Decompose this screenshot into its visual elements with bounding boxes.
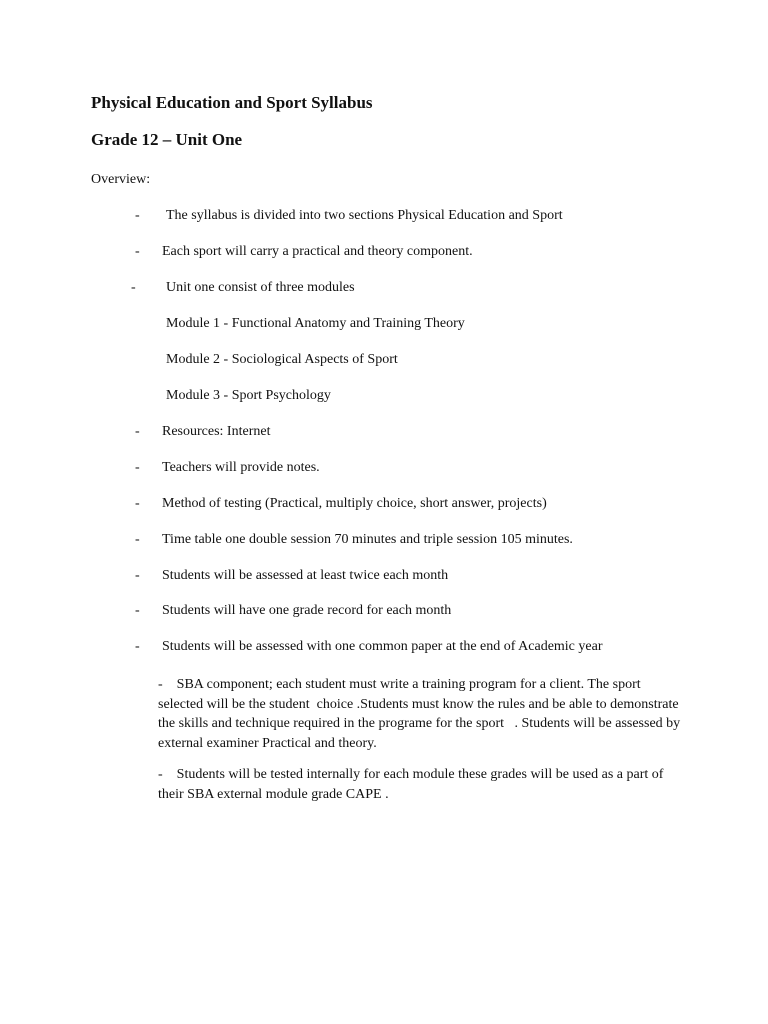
internal-testing-paragraph: - Students will be tested internally for each module these grades will be used as a part of their SBA external module grade CAPE .	[158, 767, 667, 802]
bullet-dash: -	[135, 639, 140, 654]
bullet-text: Students will be assessed with one common paper at the end of Academic year	[162, 639, 603, 654]
bullet-dash: -	[135, 532, 140, 547]
bullet-text: Teachers will provide notes.	[162, 460, 320, 475]
bullet-dash: -	[135, 496, 140, 511]
bullet-text: Each sport will carry a practical and theory component.	[162, 244, 473, 259]
module-item: Module 1 - Functional Anatomy and Training Theory	[166, 316, 465, 331]
bullet-text: The syllabus is divided into two sections Physical Education and Sport	[166, 208, 563, 223]
bullet-dash: -	[135, 603, 140, 618]
bullet-text: Students will be assessed at least twice each month	[162, 568, 449, 583]
bullet-text: Time table one double session 70 minutes and triple session 105 minutes.	[162, 532, 573, 547]
bullet-text: Method of testing (Practical, multiply choice, short answer, projects)	[162, 496, 547, 511]
bullet-dash: -	[135, 244, 140, 259]
module-item: Module 3 - Sport Psychology	[166, 388, 331, 403]
overview-label: Overview:	[91, 172, 151, 187]
document-title: Physical Education and Sport Syllabus	[91, 93, 373, 112]
bullet-dash: -	[131, 280, 136, 295]
document-subtitle: Grade 12 – Unit One	[91, 130, 243, 149]
module-item: Module 2 - Sociological Aspects of Sport	[166, 352, 398, 367]
bullet-text: Students will have one grade record for each month	[162, 603, 452, 618]
bullet-dash: -	[135, 208, 140, 223]
bullet-dash: -	[135, 460, 140, 475]
sba-paragraph: - SBA component; each student must write a training program for a client. The sport selected will be the student choice .Students must know the rules and be able to demonstrate the skills and technique required in the programe for the sport . Students will be assessed by external examiner Practical and theory.	[158, 677, 686, 751]
bullet-dash: -	[135, 424, 140, 439]
bullet-text: Unit one consist of three modules	[166, 280, 355, 295]
bullet-text: Resources: Internet	[162, 424, 271, 439]
bullet-dash: -	[135, 568, 140, 583]
